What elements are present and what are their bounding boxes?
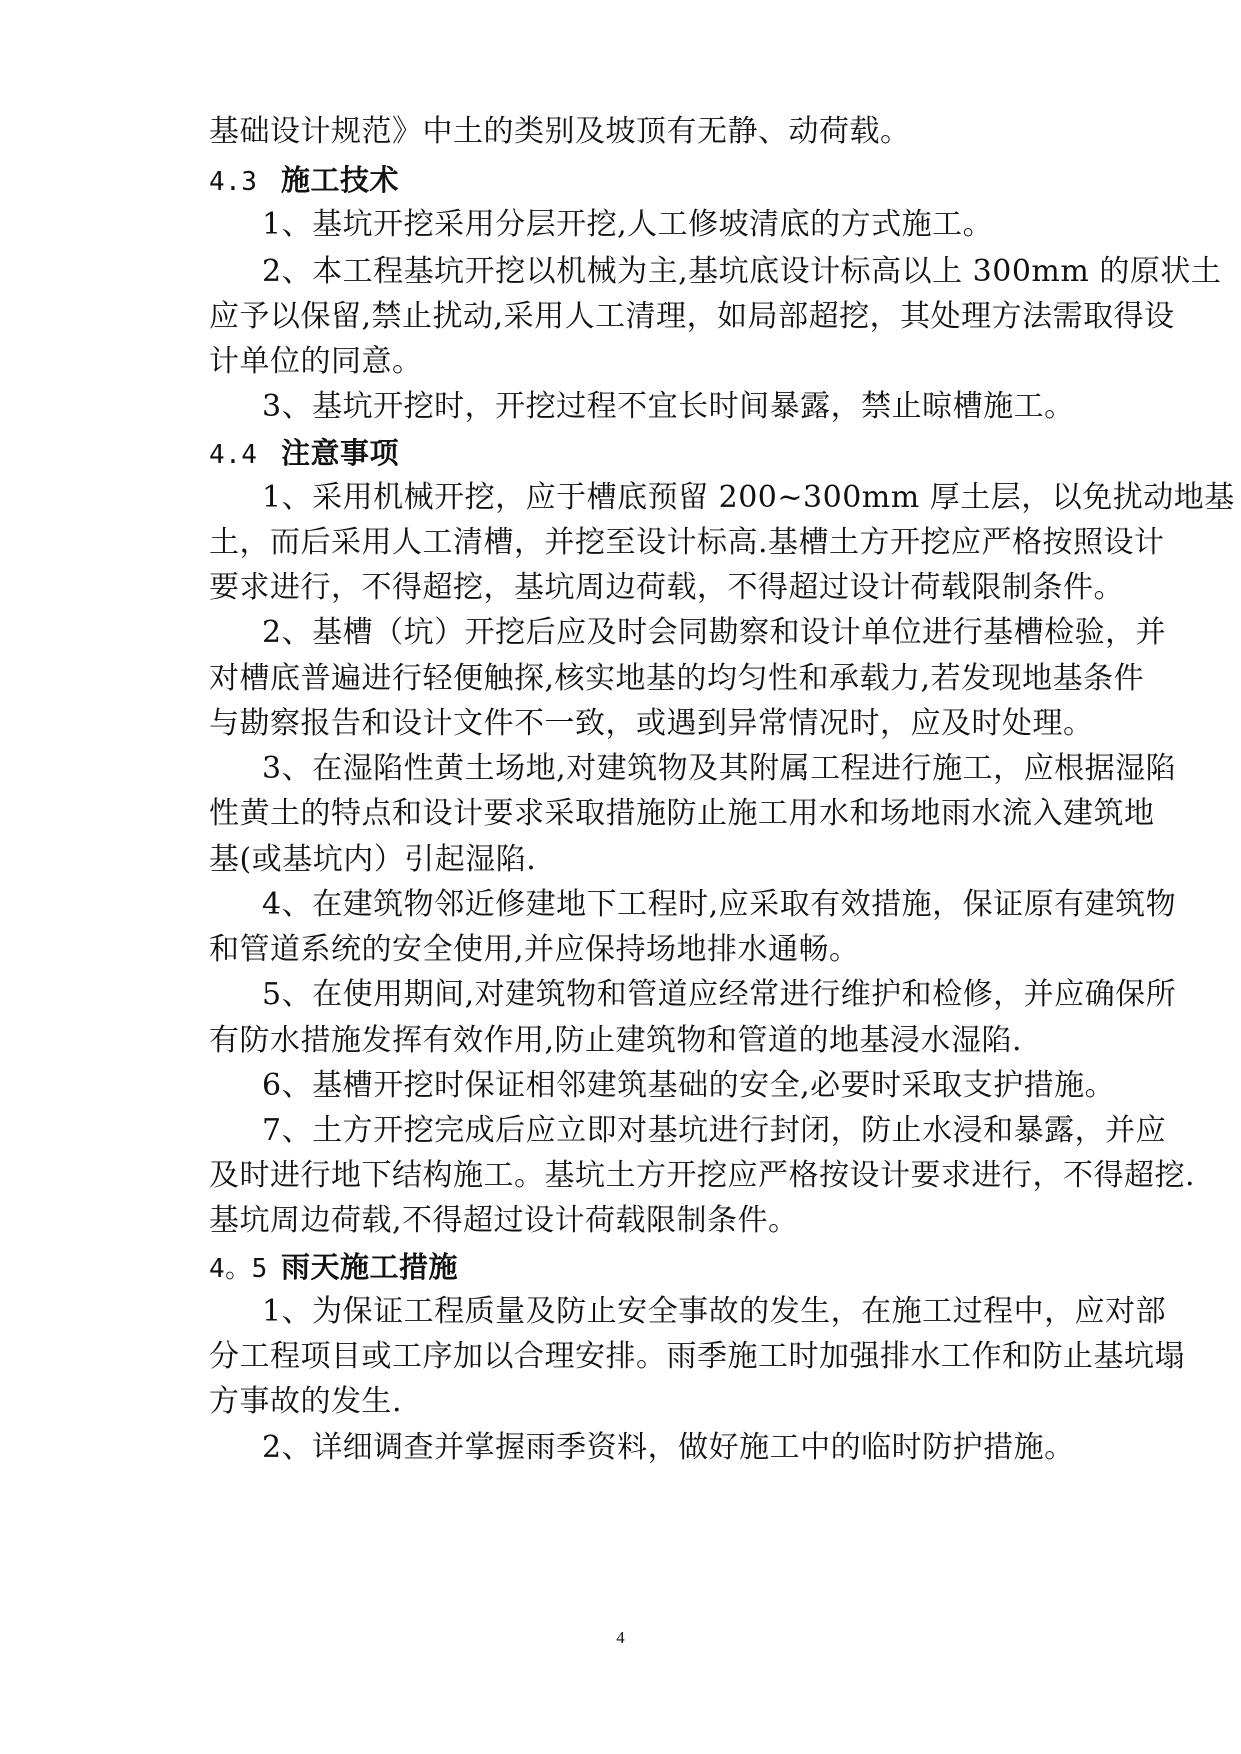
section-title: 注意事项: [281, 436, 400, 470]
paragraph-line: 对槽底普遍进行轻便触探,核实地基的均匀性和承载力,若发现地基条件: [209, 661, 1145, 696]
paragraph-line: 2、详细调查并掌握雨季资料，做好施工中的临时防护措施。: [262, 1430, 1075, 1465]
paragraph-line: 3、在湿陷性黄土场地,对建筑物及其附属工程进行施工，应根据湿陷: [262, 751, 1177, 786]
section-title: 施工技术: [281, 163, 400, 197]
paragraph-line: 6、基槽开挖时保证相邻建筑基础的安全,必要时采取支护措施。: [262, 1068, 1116, 1103]
paragraph-line: 7、土方开挖完成后应立即对基坑进行封闭，防止水浸和暴露，并应: [262, 1113, 1167, 1148]
paragraph-line: 方事故的发生.: [209, 1384, 403, 1419]
section-title: 雨天施工措施: [281, 1250, 459, 1284]
paragraph-line: 2、本工程基坑开挖以机械为主,基坑底设计标高以上 300mm 的原状土: [262, 254, 1222, 289]
section-heading-4-5: [209, 1247, 1129, 1289]
paragraph-line: 及时进行地下结构施工。基坑土方开挖应严格按设计要求进行，不得超挖.: [209, 1158, 1196, 1193]
section-heading-4-4: [209, 433, 1129, 475]
section-number: 4。5: [209, 1254, 268, 1284]
paragraph-line: 应予以保留,禁止扰动,采用人工清理，如局部超挖，其处理方法需取得设: [209, 299, 1175, 334]
paragraph-line: 计单位的同意。: [209, 344, 423, 379]
paragraph-line: 基坑周边荷载,不得超过设计荷载限制条件。: [209, 1203, 799, 1238]
paragraph-line: 和管道系统的安全使用,并应保持场地排水通畅。: [209, 932, 860, 967]
paragraph-line: 3、基坑开挖时，开挖过程不宜长时间暴露，禁止晾槽施工。: [262, 389, 1075, 424]
paragraph-line: 1、基坑开挖采用分层开挖,人工修坡清底的方式施工。: [262, 207, 994, 242]
section-number: 4.3: [209, 167, 258, 197]
section-heading-4-3: [209, 160, 1129, 202]
paragraph-line: 4、在建筑物邻近修建地下工程时,应采取有效措施，保证原有建筑物: [262, 887, 1177, 922]
paragraph-line: 1、为保证工程质量及防止安全事故的发生，在施工过程中，应对部: [262, 1294, 1167, 1329]
paragraph-line: 5、在使用期间,对建筑物和管道应经常进行维护和检修，并应确保所: [262, 977, 1177, 1012]
paragraph-line: 性黄土的特点和设计要求采取措施防止施工用水和场地雨水流入建筑地: [209, 796, 1155, 831]
paragraph-line: 2、基槽（坑）开挖后应及时会同勘察和设计单位进行基槽检验，并: [262, 615, 1167, 650]
section-number: 4.4: [209, 440, 258, 470]
paragraph-line: 有防水措施发挥有效作用,防止建筑物和管道的地基浸水湿陷.: [209, 1023, 1023, 1058]
paragraph-line: 1、采用机械开挖，应于槽底预留 200~300mm 厚土层，以免扰动地基: [262, 480, 1235, 515]
paragraph-line: 分工程项目或工序加以合理安排。雨季施工时加强排水工作和防止基坑塌: [209, 1339, 1185, 1374]
paragraph-line: 要求进行，不得超挖，基坑周边荷载，不得超过设计荷载限制条件。: [209, 570, 1124, 605]
paragraph-line: 土，而后采用人工清槽，并挖至设计标高.基槽土方开挖应严格按照设计: [209, 525, 1165, 560]
paragraph-line: 基础设计规范》中土的类别及坡顶有无静、动荷载。: [209, 114, 911, 149]
page-number: 4: [616, 1628, 625, 1647]
paragraph-line: 基(或基坑内）引起湿陷.: [209, 842, 537, 877]
paragraph-line: 与勘察报告和设计文件不一致，或遇到异常情况时，应及时处理。: [209, 706, 1094, 741]
